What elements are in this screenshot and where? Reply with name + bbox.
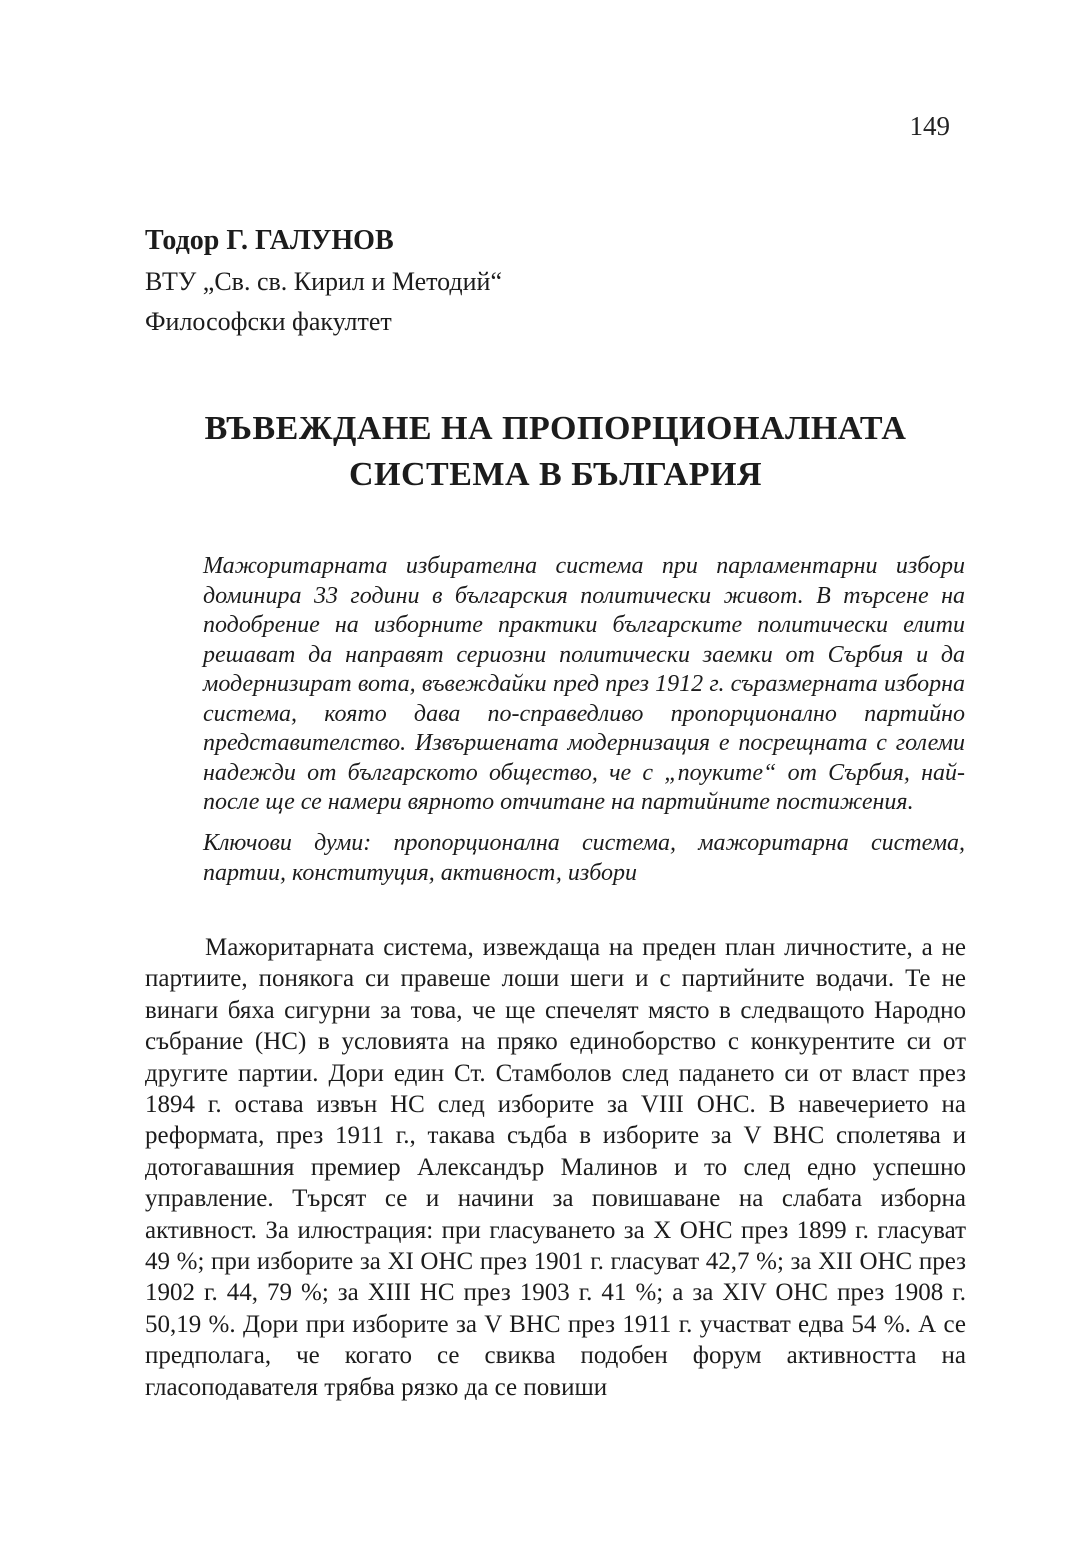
article-abstract: Мажоритарната избирателна система при парламентарни избори доминира 33 години в българския политически живот. В търсене на подобрение на изборните практики българските политически елити решават да направят сериозни политически заемки от Сърбия и да модернизират вота, въвеждайки пред през 1912 г. съразмерната изборна система, която дава по-справедливо пропорционално партийно представителство. Извършената модернизация е посрещната с големи надежди от българското общество, че с „поуките“ от Сърбия, най-после ще се намери вярното отчитане на партийните постижения.: [203, 553, 965, 815]
article-title: ВЪВЕЖДАНЕ НА ПРОПОРЦИОНАЛНАТА СИСТЕМА В БЪЛГАРИЯ: [204, 410, 907, 493]
author-name: Тодор Г. ГАЛУНОВ: [145, 225, 394, 256]
body-paragraph: Мажоритарната система, извеждаща на преден план личностите, а не партиите, понякога си правеше лоши шеги и с партийните водачи. Те не винаги бяха сигурни за това, че ще спечелят място в следващото Народно събрание (НС) в условията на пряко единоборство с конкурентите си от другите партии. Дори един Ст. Стамболов след падането си от власт през 1894 г. остава извън НС след изборите за VIII ОНС. В навечерието на реформата, през 1911 г., такава съдба в изборите за V ВНС сполетява и дотогавашния премиер Александър Малинов и то след едно успешно управление. Търсят се и начини за повишаване на слабата изборна активност. За илюстрация: при гласуването за X ОНС през 1899 г. гласуват 49 %; при изборите за XI ОНС през 1901 г. гласуват 42,7 %; за XII ОНС през 1902 г. 44, 79 %; за XIII НС през 1903 г. 41 %; а за XIV ОНС през 1908 г. 50,19 %. Дори при изборите за V ВНС през 1911 г. участват едва 54 %. А се предполага, че когато се свиква подобен форум активността на гласоподавателя трябва рязко да се повиши: [145, 934, 966, 1401]
author-faculty: Философски факултет: [145, 307, 392, 336]
author-block: [145, 220, 965, 342]
keywords-label: Ключови думи:: [203, 830, 372, 856]
keywords-list: пропорционална система, мажоритарна система, партии, конституция, активност, избори: [203, 830, 966, 886]
page-number: 149: [909, 111, 950, 141]
keywords-line: [203, 828, 965, 888]
author-university: ВТУ „Св. св. Кирил и Методий“: [145, 267, 503, 296]
